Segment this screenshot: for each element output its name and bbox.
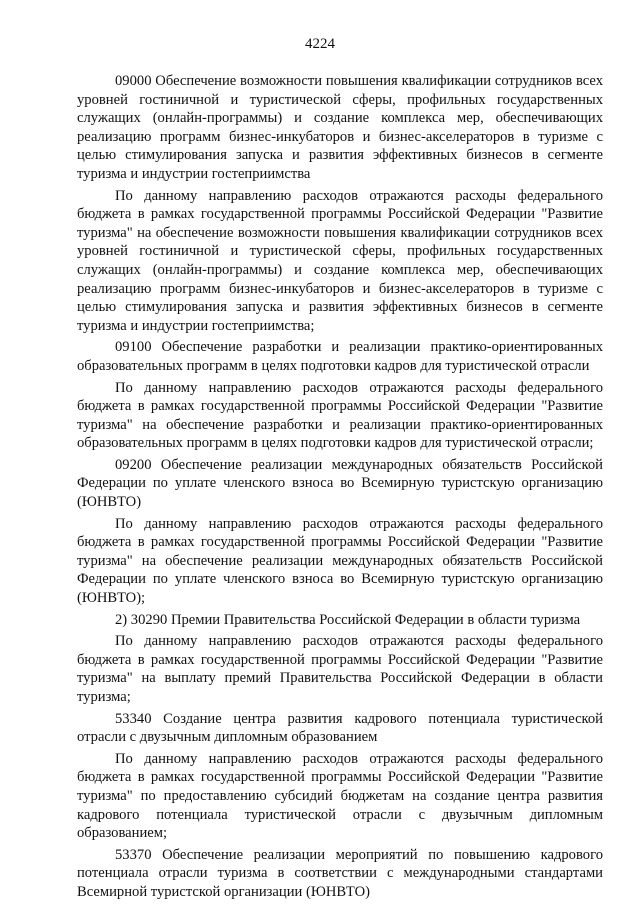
paragraph-53370-heading: 53370 Обеспечение реализации мероприятий по повышению кадрового потенциала отрасли туризма в соответствии с международными стандартами Всемирной туристской организации (ЮНВТО)	[77, 846, 603, 900]
paragraph-09100-heading: 09100 Обеспечение разработки и реализации практико-ориентированных образовательных программ в целях подготовки кадров для туристической отрасли	[77, 339, 603, 374]
paragraph-30290-description: По данному направлению расходов отражаются расходы федерального бюджета в рамках государственной программы Российской Федерации "Развитие туризма" на выплату премий Правительства Российской Федерации в области туризма;	[77, 633, 603, 705]
paragraph-53340-heading: 53340 Создание центра развития кадрового потенциала туристической отрасли с двузычным дипломным образованием	[77, 710, 603, 746]
paragraph-30290-heading: 2) 30290 Премии Правительства Российской Федерации в области туризма	[115, 611, 581, 628]
paragraph-09200-description: По данному направлению расходов отражаются расходы федерального бюджета в рамках государственной программы Российской Федерации "Развитие туризма" на обеспечение реализации международных обязательств Российской Федерации по уплате членского взноса во Всемирную туристскую организацию (ЮНВТО);	[77, 515, 603, 607]
document-body	[77, 72, 603, 905]
paragraph-09200-heading: 09200 Обеспечение реализации международных обязательств Российской Федерации по уплате членского взноса во Всемирную туристскую организацию (ЮНВТО)	[77, 456, 603, 511]
paragraph-09000-description: По данному направлению расходов отражаются расходы федерального бюджета в рамках государственной программы Российской Федерации "Развитие туризма" на обеспечение возможности повышения квалификации сотрудников всех уровней гостиничной и туристической сферы, профильных государственных служащих (онлайн-программы) и создание комплекса мер, обеспечивающих реализацию программ бизнес-инкубаторов и бизнес-акселераторов в туризме с целью стимулирования запуска и развития эффективных бизнесов в сегменте туризма и индустрии гостеприимства;	[77, 187, 603, 334]
paragraph-09100-description: По данному направлению расходов отражаются расходы федерального бюджета в рамках государственной программы Российской Федерации "Развитие туризма" на обеспечение разработки и реализации практико-ориентированных образовательных программ в целях подготовки кадров для туристической отрасли;	[77, 379, 603, 452]
paragraph-53340-description: По данному направлению расходов отражаются расходы федерального бюджета в рамках государственной программы Российской Федерации "Развитие туризма" по предоставлению субсидий бюджетам на создание центра развития кадрового потенциала туристической отрасли с двузычным дипломным образованием;	[77, 750, 603, 842]
paragraph-09000-heading: 09000 Обеспечение возможности повышения квалификации сотрудников всех уровней гостиничной и туристической сферы, профильных государственных служащих (онлайн-программы) и создание комплекса мер, обеспечивающих реализацию программ бизнес-инкубаторов и бизнес-акселераторов в туризме с целью стимулирования запуска и развития эффективных бизнесов в сегменте туризма и индустрии гостеприимства	[77, 73, 603, 182]
page-number: 4224	[305, 36, 335, 52]
